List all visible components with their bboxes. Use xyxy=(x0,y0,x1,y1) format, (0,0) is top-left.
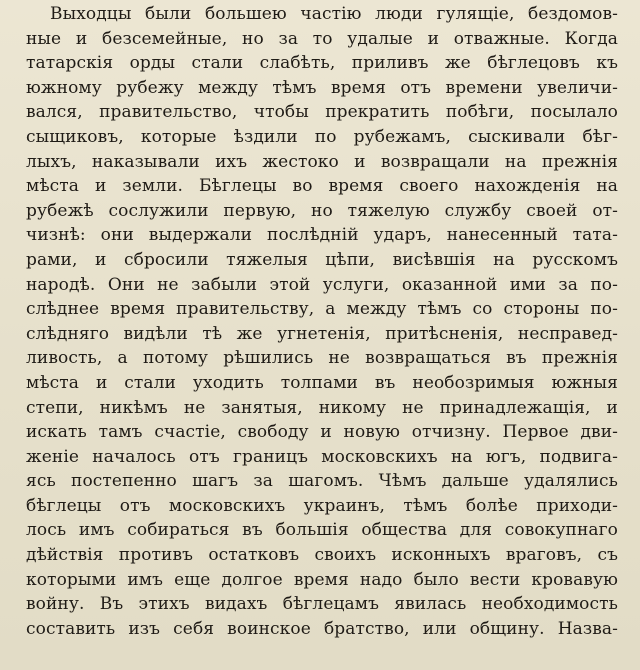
text-line: южному рубежу между тѣмъ время отъ времени увеличи- xyxy=(26,77,618,98)
text-line: слѣдняго видѣли тѣ же угнетенія, притѣсненія, несправед- xyxy=(26,323,618,344)
text-line: войну. Въ этихъ видахъ бѣглецамъ явилась необходимость xyxy=(26,594,618,615)
text-line: составить изъ себя воинское братство, или общину. Назва- xyxy=(26,618,618,639)
text-line: мѣста и стали уходить толпами въ необозримыя южныя xyxy=(26,372,618,393)
text-line: татарскія орды стали слабѣть, приливъ же бѣглецовъ къ xyxy=(26,53,618,74)
text-line: лось имъ собираться въ большія общества для совокупнаго xyxy=(26,520,618,541)
text-line: рубежѣ сослужили первую, но тяжелую службу своей от- xyxy=(26,200,618,221)
text-line: вался, правительство, чтобы прекратить побѣги, посылало xyxy=(26,102,618,123)
text-line: искать тамъ счастіе, свободу и новую отчизну. Первое дви- xyxy=(26,422,618,443)
paragraph xyxy=(26,2,618,641)
text-line: ясь постепенно шагъ за шагомъ. Чѣмъ дальше удалялись xyxy=(26,471,618,492)
text-line: которыми имъ еще долгое время надо было вести кровавую xyxy=(26,569,618,590)
text-line: ные и безсемейные, но за то удалые и отважные. Когда xyxy=(26,28,618,49)
text-line: бѣглецы отъ московскихъ украинъ, тѣмъ болѣе приходи- xyxy=(26,495,618,516)
text-line: дѣйствія противъ остатковъ своихъ исконныхъ враговъ, съ xyxy=(26,545,618,566)
text-line: Выходцы были большею частію люди гулящіе, бездомов- xyxy=(50,4,618,24)
text-line: степи, никѣмъ не занятыя, никому не принадлежащія, и xyxy=(26,397,618,418)
text-line: народѣ. Они не забыли этой услуги, оказанной ими за по- xyxy=(26,274,618,295)
text-line: мѣста и земли. Бѣглецы во время своего нахожденія на xyxy=(26,176,618,197)
text-line: ливость, а потому рѣшились не возвращаться въ прежнія xyxy=(26,348,618,369)
text-line: сыщиковъ, которые ѣздили по рубежамъ, сыскивали бѣг- xyxy=(26,126,618,147)
text-line: лыхъ, наказывали ихъ жестоко и возвращали на прежнія xyxy=(26,151,618,172)
text-line: чизнѣ: они выдержали послѣдній ударъ, нанесенный тата- xyxy=(26,225,618,246)
text-line: слѣднее время правительству, а между тѣмъ со стороны по- xyxy=(26,299,618,320)
text-line: женіе началось отъ границъ московскихъ на югъ, подвига- xyxy=(26,446,618,467)
text-line: рами, и сбросили тяжелыя цѣпи, висѣвшія на русскомъ xyxy=(26,249,618,270)
